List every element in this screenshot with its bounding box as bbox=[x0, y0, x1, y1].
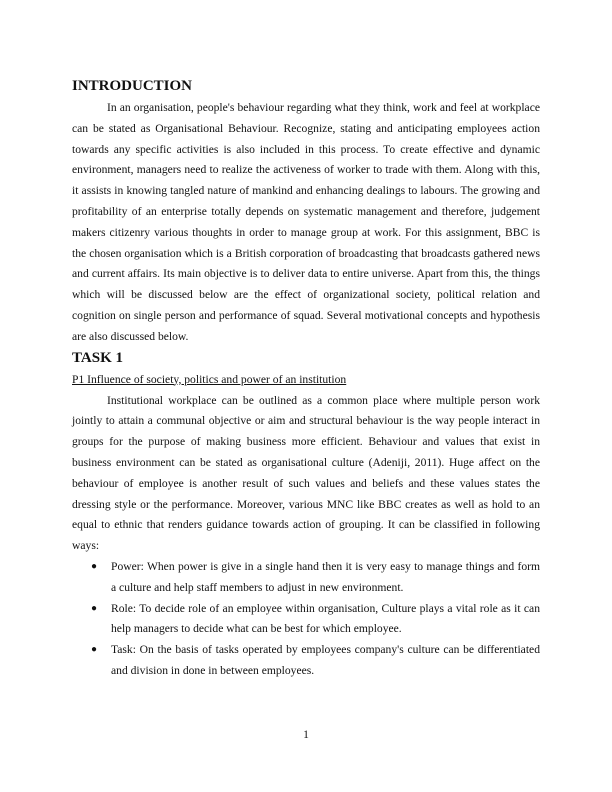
bullet-icon: ● bbox=[91, 560, 98, 572]
bullet-icon: ● bbox=[91, 644, 98, 656]
introduction-heading: INTRODUCTION bbox=[72, 78, 193, 94]
list-item-text: Power: When power is give in a single hand then it is very easy to manage things and form a culture and help staff members to adjust in new environment. bbox=[111, 559, 540, 594]
page-content bbox=[72, 76, 540, 682]
list-item bbox=[72, 557, 540, 599]
introduction-paragraph: In an organisation, people's behaviour regarding what they think, work and feel at workplace can be stated as Organisational Behaviour. Recognize, stating and anticipating employees action towards any specific activities is also included in this process. To create effective and dynamic environment, managers need to realize the activeness of worker to trade with them. Along with this, it assists in knowing tangled nature of mankind and enhancing dealings to labours. The growing and profitability of an enterprise totally depends on systematic management and therefore, judgement makers citizenry various thoughts in order to manage group at work. For this assignment, BBC is the chosen organisation which is a British corporation of broadcasting that broadcasts gathered news and current affairs. Its main objective is to deliver data to entire universe. Apart from this, the things which will be discussed below are the effect of organizational society, political relation and cognition on single person and performance of squad. Several motivational concepts and hypothesis are also discussed below. bbox=[72, 101, 540, 343]
task1-heading: TASK 1 bbox=[72, 349, 123, 366]
list-item-text: Role: To decide role of an employee within organisation, Culture plays a vital role as it can help managers to decide what can be best for which employee. bbox=[111, 601, 540, 636]
p1-subheading: P1 Influence of society, politics and power of an institution bbox=[72, 372, 347, 386]
list-item bbox=[72, 640, 540, 682]
page-number: 1 bbox=[303, 728, 309, 741]
task1-paragraph: Institutional workplace can be outlined as a common place where multiple person work jointly to attain a communal objective or aim and structural behaviour is the way people interact in groups for the purpose of making business more efficient. Behaviour and values that exist in business environment can be stated as organisational culture (Adeniji, 2011). Huge affect on the behaviour of employee is another result of such values and beliefs and these values states the dressing style or the performance. Moreover, various MNC like BBC creates as well as hold to an equal to ethnic that renders guidance towards action of grouping. It can be classified in following ways: bbox=[72, 393, 540, 553]
list-item bbox=[72, 599, 540, 641]
list-item-text: Task: On the basis of tasks operated by employees company's culture can be differentiated and division in done in between employees. bbox=[111, 643, 540, 677]
culture-types-list bbox=[72, 557, 540, 682]
bullet-icon: ● bbox=[91, 602, 98, 614]
